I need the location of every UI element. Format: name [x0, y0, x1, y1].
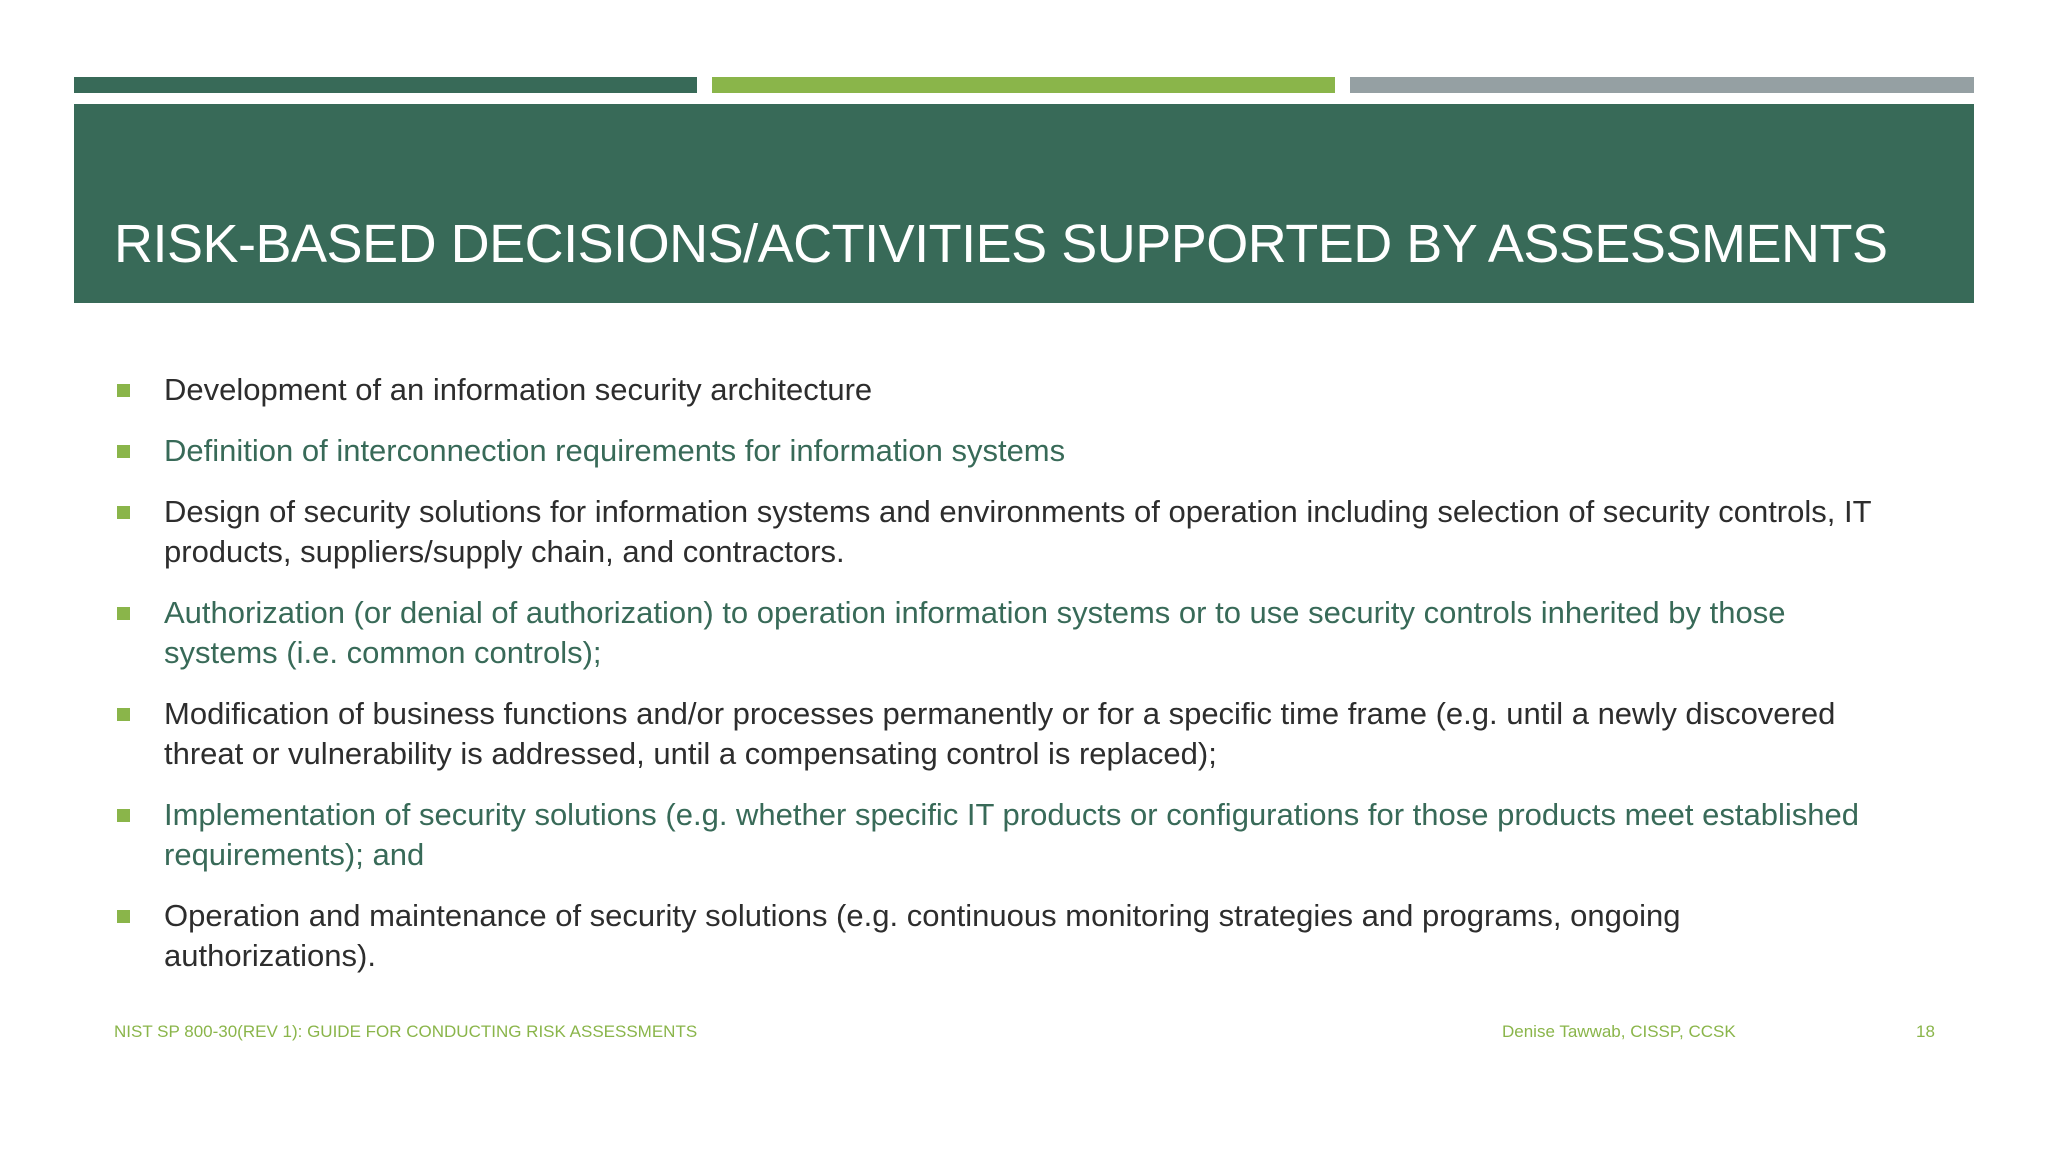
- slide-title: RISK-BASED DECISIONS/ACTIVITIES SUPPORTED BY ASSESSMENTS: [114, 214, 1888, 274]
- bullet-item: [114, 896, 1894, 976]
- bullet-text: Design of security solutions for information systems and environments of operation including selection of security controls, IT products, suppliers/supply chain, and contractors.: [164, 494, 1871, 569]
- top-accent-bar-dark-green: [74, 77, 697, 93]
- bullet-square-icon: [117, 445, 130, 458]
- bullet-text: Operation and maintenance of security solutions (e.g. continuous monitoring strategies and programs, ongoing authorizations).: [164, 898, 1681, 973]
- page-number: 18: [1916, 1022, 1935, 1041]
- title-banner: [74, 104, 1974, 303]
- bullet-item: [114, 431, 1894, 471]
- bullet-item: [114, 593, 1894, 673]
- bullet-square-icon: [117, 708, 130, 721]
- bullet-item: [114, 370, 1894, 410]
- bullet-square-icon: [117, 809, 130, 822]
- bullet-list: [114, 370, 1894, 997]
- bullet-text: Implementation of security solutions (e.g. whether specific IT products or configurations for those products meet established requirements); and: [164, 797, 1859, 872]
- bullet-square-icon: [117, 607, 130, 620]
- footer-author: Denise Tawwab, CISSP, CCSK: [1502, 1022, 1736, 1041]
- bullet-item: [114, 492, 1894, 572]
- bullet-square-icon: [117, 910, 130, 923]
- bullet-item: [114, 694, 1894, 774]
- bullet-text: Authorization (or denial of authorization) to operation information systems or to use security controls inherited by those systems (i.e. common controls);: [164, 595, 1786, 670]
- footer-source: NIST SP 800-30(REV 1): GUIDE FOR CONDUCTING RISK ASSESSMENTS: [114, 1022, 698, 1041]
- bullet-text: Definition of interconnection requirements for information systems: [164, 433, 1066, 468]
- bullet-square-icon: [117, 506, 130, 519]
- top-accent-bar-gray: [1350, 77, 1974, 93]
- bullet-item: [114, 795, 1894, 875]
- top-accent-bar-light-green: [712, 77, 1335, 93]
- bullet-square-icon: [117, 384, 130, 397]
- bullet-text: Modification of business functions and/or processes permanently or for a specific time frame (e.g. until a newly discovered threat or vulnerability is addressed, until a compensating control is replaced);: [164, 696, 1836, 771]
- bullet-text: Development of an information security architecture: [164, 372, 873, 407]
